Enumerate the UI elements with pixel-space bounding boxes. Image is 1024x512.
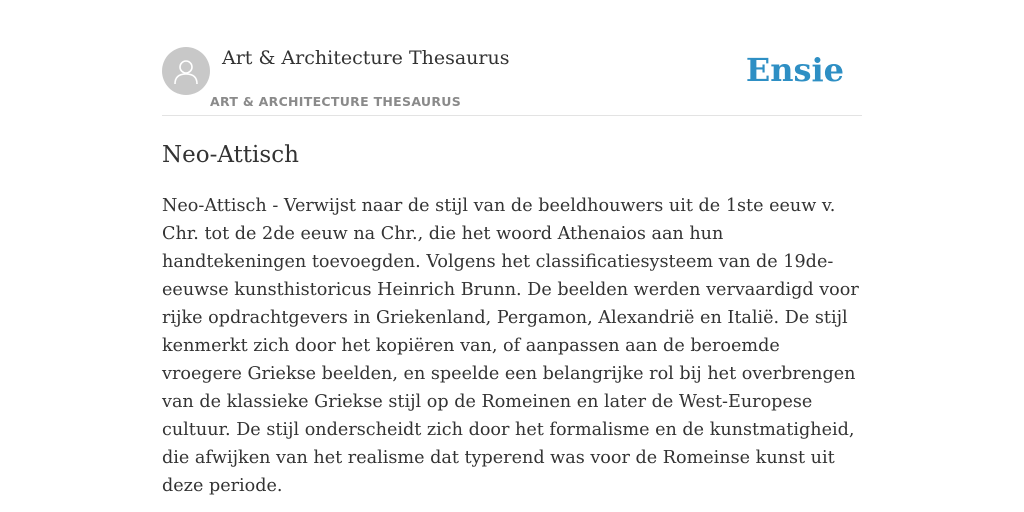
page-title: Neo-Attisch — [162, 142, 299, 168]
definition-text: Neo-Attisch - Verwijst naar de stijl van de beeldhouwers uit de 1ste eeuw v. Chr. tot de 2de eeuw na Chr., die het woord Athenaios aan hun handtekeningen toevoegden. Volgens het classificatiesysteem van de 19de-eeuwse kunsthistoricus Heinrich Brunn. De beelden werden vervaardigd voor rijke opdrachtgevers in Griekenland, Pergamon, Alexandrië en Italië. De stijl kenmerkt zich door het kopiëren van, of aanpassen aan de beroemde vroegere Griekse beelden, en speelde een belangrijke rol bij het overbrengen van de klassieke Griekse stijl op de Romeinen en later de West-Europese cultuur. De stijl onderscheidt zich door het formalisme en de kunstmatigheid, die afwijken van het realisme dat typerend was voor de Romeinse kunst uit deze periode. — [162, 196, 859, 496]
ensie-logo[interactable]: Ensie — [745, 51, 844, 89]
avatar-svg — [171, 56, 201, 86]
header — [162, 40, 862, 116]
site-title[interactable]: Art & Architecture Thesaurus — [222, 47, 510, 69]
site-subtitle: ART & ARCHITECTURE THESAURUS — [210, 94, 462, 109]
user-silhouette-icon[interactable] — [162, 47, 210, 95]
